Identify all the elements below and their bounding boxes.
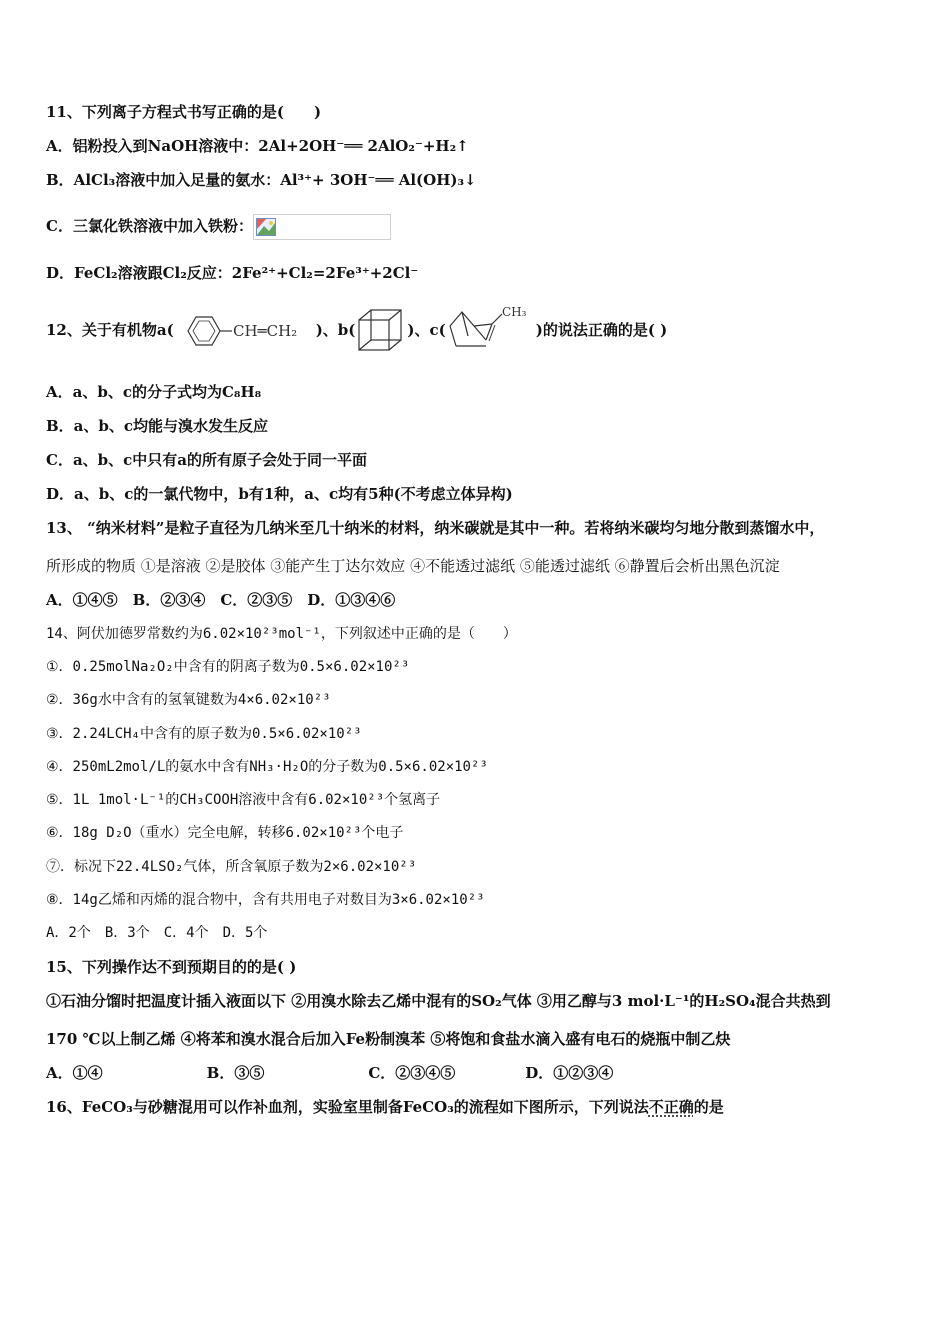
styrene-structure	[174, 309, 316, 353]
q16-stem: 16、FeCO₃与砂糖混用可以作补血剂，实验室里制备FeCO₃的流程如下图所示，下列说法不正确的是	[46, 1098, 724, 1116]
q12-option-c: C．a、b、c中只有a的所有原子会处于同一平面	[46, 451, 368, 469]
q15-option-d: D．①②③④	[525, 1064, 614, 1082]
broken-image-placeholder	[253, 214, 391, 240]
methylnorbornene-structure	[446, 306, 536, 356]
q14-item-5: ⑤．1L 1mol·L⁻¹的CH₃COOH溶液中含有6.02×10²³个氢离子	[46, 792, 441, 808]
q12-option-d: D．a、b、c的一氯代物中，b有1种，a、c均有5种(不考虑立体异构)	[46, 485, 513, 503]
q15-option-c: C．②③④⑤	[368, 1064, 456, 1082]
q14-item-6: ⑥．18g D₂O（重水）完全电解，转移6.02×10²³个电子	[46, 825, 404, 841]
q11-option-d: D．FeCl₂溶液跟Cl₂反应：2Fe²⁺+Cl₂=2Fe³⁺+2Cl⁻	[46, 264, 419, 282]
q14-options: A．2个 B．3个 C．4个 D．5个	[46, 925, 268, 941]
q13-stem-line2: 所形成的物质 ①是溶液 ②是胶体 ③能产生丁达尔效应 ④不能透过滤纸 ⑤能透过滤纸 ⑥静置后会析出黑色沉淀	[46, 557, 780, 575]
styrene-formula-label: CH═CH₂	[232, 322, 297, 340]
q12-stem: 12、关于有机物a( CH═CH₂ )、b( )、c( CH₃ )的说法正确的是( )	[46, 306, 667, 350]
q14-item-2: ②．36g水中含有的氢氧键数为4×6.02×10²³	[46, 692, 331, 708]
q15-option-a: A．①④	[46, 1064, 103, 1082]
q14-stem: 14、阿伏加德罗常数约为6.02×10²³mol⁻¹，下列叙述中正确的是（ ）	[46, 626, 517, 642]
q11-option-b: B．AlCl₃溶液中加入足量的氨水：Al³⁺+ 3OH⁻══ Al(OH)₃↓	[46, 171, 477, 189]
q14-item-7: ⑦．标况下22.4LSO₂气体，所含氧原子数为2×6.02×10²³	[46, 859, 417, 875]
broken-image-icon	[256, 218, 276, 241]
emphasis-not-correct: 不正确	[648, 1098, 694, 1116]
q15-line1: ①石油分馏时把温度计插入液面以下 ②用溴水除去乙烯中混有的SO₂气体 ③用乙醇与3 mol·L⁻¹的H₂SO₄混合共热到	[46, 992, 831, 1010]
q15-line2: 170 ℃以上制乙烯 ④将苯和溴水混合后加入Fe粉制溴苯 ⑤将饱和食盐水滴入盛有电石的烧瓶中制乙炔	[46, 1030, 731, 1048]
q15-stem: 15、下列操作达不到预期目的的是( )	[46, 958, 297, 976]
q15-options	[46, 1063, 613, 1083]
q14-item-4: ④．250mL2mol/L的氨水中含有NH₃·H₂O的分子数为0.5×6.02×10²³	[46, 759, 488, 775]
q15-option-b: B．③⑤	[206, 1064, 265, 1082]
q12-option-a: A．a、b、c的分子式均为C₈H₈	[46, 383, 262, 401]
q11-stem: 11、下列离子方程式书写正确的是( )	[46, 103, 322, 121]
q14-item-8: ⑧．14g乙烯和丙烯的混合物中，含有共用电子对数目为3×6.02×10²³	[46, 892, 485, 908]
q12-option-b: B．a、b、c均能与溴水发生反应	[46, 417, 269, 435]
q11-option-c: C．三氯化铁溶液中加入铁粉：	[46, 214, 391, 240]
q14-item-3: ③．2.24LCH₄中含有的原子数为0.5×6.02×10²³	[46, 726, 362, 742]
q13-options: A．①④⑤ B．②③④ C．②③⑤ D．①③④⑥	[46, 591, 396, 609]
methyl-label: CH₃	[501, 306, 527, 319]
q11-option-a: A．铝粉投入到NaOH溶液中：2Al+2OH⁻══ 2AlO₂⁻+H₂↑	[46, 137, 469, 155]
cubane-structure	[355, 306, 407, 356]
q13-stem-line1: 13、 “纳米材料”是粒子直径为几纳米至几十纳米的材料，纳米碳就是其中一种。若将纳米碳均匀地分散到蒸馏水中，	[46, 519, 825, 537]
q14-item-1: ①．0.25molNa₂O₂中含有的阴离子数为0.5×6.02×10²³	[46, 659, 410, 675]
